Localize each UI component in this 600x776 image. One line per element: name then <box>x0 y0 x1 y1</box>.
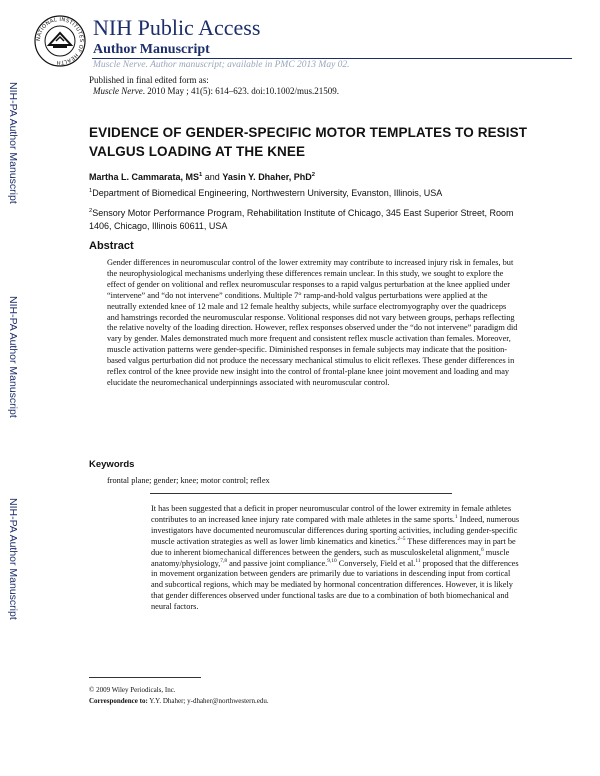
intro-text: Conversely, Field et al. <box>336 558 416 568</box>
intro-text: It has been suggested that a deficit in proper neuromuscular control of the lower extremity in female athletes contributes to an increased knee injury rate compared with male athletes in the same sports. <box>151 504 512 524</box>
intro-paragraph <box>151 504 521 613</box>
availability-note: Muscle Nerve. Author manuscript; available in PMC 2013 May 02. <box>93 60 350 70</box>
header-divider <box>92 58 572 59</box>
side-banner: NIH-PA Author Manuscript <box>7 296 19 418</box>
intro-text: These differences may in part be due to inherent biomechanical differences between the genders, such as musculoskeletal alignment, <box>151 536 516 557</box>
logo-ring-text: NATIONAL INSTITUTES OF HEALTH <box>35 16 85 66</box>
section-divider <box>150 493 452 494</box>
journal-name: Muscle Nerve <box>93 86 143 96</box>
citation-ref: 1 <box>454 514 458 521</box>
affiliation <box>89 207 519 233</box>
published-label: Published in final edited form as: <box>89 75 209 85</box>
correspondence <box>89 697 269 705</box>
intro-text: and passive joint compliance. <box>227 558 328 568</box>
affiliation-text: Department of Biomedical Engineering, Northwestern University, Evanston, Illinois, USA <box>92 188 443 198</box>
author-name: Martha L. Cammarata, MS <box>89 172 200 182</box>
author-name: Yasin Y. Dhaher, PhD <box>222 172 312 182</box>
side-banner: NIH-PA Author Manuscript <box>7 498 19 620</box>
citation-ref: 9,10 <box>327 557 337 564</box>
author-manuscript-label: Author Manuscript <box>93 42 210 57</box>
nih-logo <box>34 15 86 67</box>
side-banner: NIH-PA Author Manuscript <box>7 82 19 204</box>
correspondence-label: Correspondence to: <box>89 697 148 705</box>
abstract-heading: Abstract <box>89 240 134 252</box>
affiliation-text: Sensory Motor Performance Program, Rehabilitation Institute of Chicago, 345 East Superior Street, Room 1406, Chicago, Illinois 60611, USA <box>89 208 514 231</box>
public-access-title: NIH Public Access <box>93 15 261 40</box>
intro-text: proposed that the differences in movement organization between genders are primarily due to variations in descending input from cortical and subcortical regions, which may be mediated by hormonal concentration differences. However, it is likely that gender differences observed under functional tasks are due to a combination of both biomechanical and neural factors. <box>151 558 519 612</box>
correspondence-text: Y.Y. Dhaher; y-dhaher@northwestern.edu. <box>147 697 269 705</box>
citation-ref: 2–5 <box>397 535 406 542</box>
footnote-divider <box>89 677 201 678</box>
citation-ref: 6 <box>481 546 484 553</box>
svg-text:NATIONAL INSTITUTES OF HEALTH <box>36 17 84 65</box>
citation-details: . 2010 May ; 41(5): 614–623. doi:10.1002/mus.21509. <box>142 86 339 96</box>
keywords-heading: Keywords <box>89 459 135 470</box>
author-connector: and <box>202 172 223 182</box>
affiliation-sup: 2 <box>89 208 93 214</box>
intro-text: muscle anatomy/physiology, <box>151 547 510 568</box>
paper-title: EVIDENCE OF GENDER-SPECIFIC MOTOR TEMPLATES TO RESIST VALGUS LOADING AT THE KNEE <box>89 125 528 159</box>
author-sup: 1 <box>199 172 203 178</box>
citation-ref: 11 <box>415 557 421 564</box>
citation <box>93 86 339 96</box>
keywords-text: frontal plane; gender; knee; motor control; reflex <box>107 476 270 485</box>
abstract-text: Gender differences in neuromuscular control of the lower extremity may contribute to increased injury risk in females, but the neurophysiological mechanisms underlying these differences remain unclear. In this study, we sought to explore the effect of gender on volitional and reflex neuromuscular responses to a rapid valgus perturbation at the knee applied under “intervene” and “do not intervene” conditions. Multiple 7° ramp-and-hold valgus perturbations were applied at the neutrally extended knee of 12 male and 12 female healthy subjects, while surface electromyography over the quadriceps and hamstrings recorded the neuromuscular response. Volitional responses did not vary between groups, perhaps reflecting the relative novelty of the loading direction. However, reflex responses observed under the “do not intervene” paradigm did vary by gender. Males demonstrated much more frequent and consistent reflex muscle activation than females. Moreover, muscle activation patterns were gender-specific. Diminished responses in female subjects may indicate that the position-based valgus perturbation did not produce the necessary mechanical stimulus to elicit reflexes. These gender differences in reflex control of the knee provide new insight into the control of frontal-plane knee joint movement and loading and may elucidate the neuromechanical underpinnings associated with neuromuscular control. <box>107 258 518 387</box>
affiliation <box>89 188 442 198</box>
intro-text: Indeed, numerous investigators have documented neuromuscular differences during sporting activities, including gender-specific muscle activation strategies as well as lower limb kinematics and kinetics. <box>151 514 520 546</box>
author-list <box>89 172 315 182</box>
copyright: © 2009 Wiley Periodicals, Inc. <box>89 686 176 694</box>
citation-ref: 7,8 <box>220 557 228 564</box>
affiliation-sup: 1 <box>89 188 93 194</box>
author-sup: 2 <box>311 172 315 178</box>
